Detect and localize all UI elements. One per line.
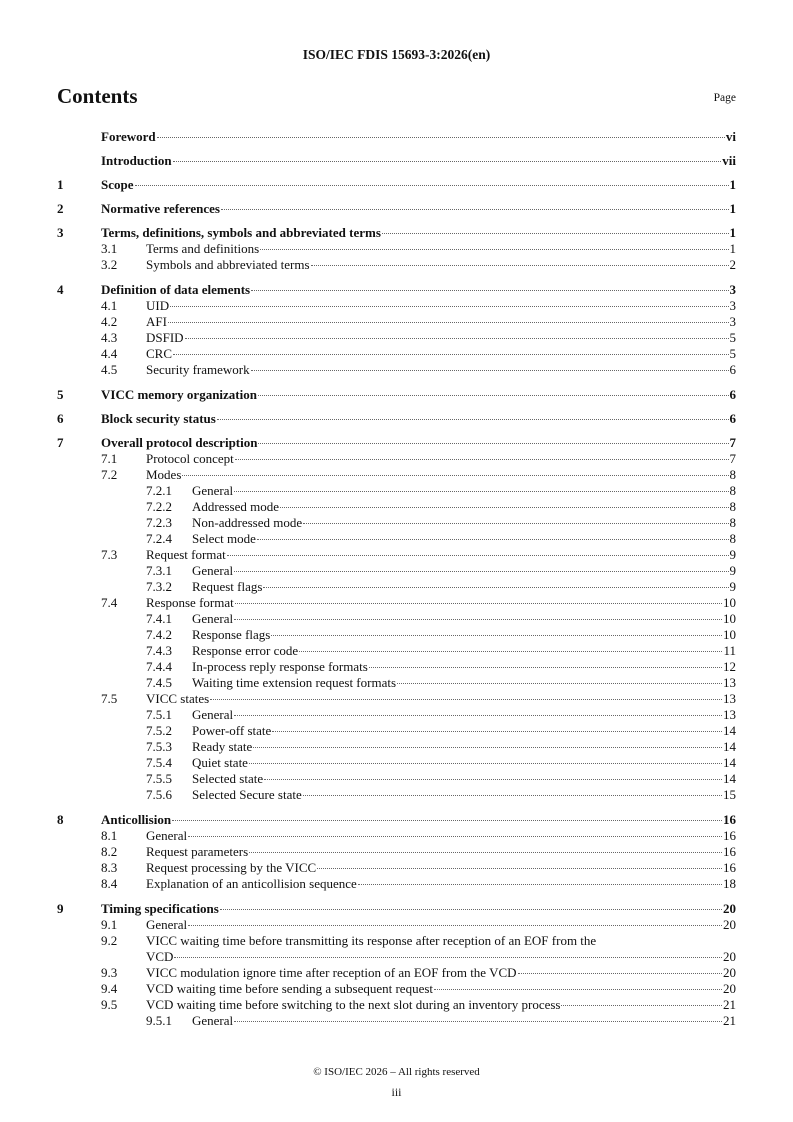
toc-entry-number: 7.4.3 [146,643,172,658]
toc-entry-page: 13 [723,675,736,690]
toc-entry-page: 6 [729,411,736,426]
toc-entry-page: 16 [723,860,736,875]
toc-entry[interactable] [57,965,736,981]
toc-entry[interactable] [57,595,736,611]
document-header: ISO/IEC FDIS 15693-3:2026(en) [302,47,491,62]
toc-entry[interactable] [57,531,736,547]
toc-entry-number: 7.4.2 [146,627,172,642]
toc-entry-title: General [192,563,234,578]
toc-entry-page: 14 [723,755,736,770]
toc-entry[interactable] [57,739,736,755]
toc-entry[interactable] [57,314,736,330]
dot-leader [234,571,728,572]
toc-entry[interactable] [57,844,736,860]
toc-entry[interactable] [57,579,736,595]
toc-entry[interactable] [57,723,736,739]
toc-entry[interactable] [57,981,736,997]
toc-entry-number: 4.4 [101,346,118,361]
toc-entry-page: 1 [729,241,736,256]
toc-entry-page: 14 [723,771,736,786]
dot-leader [185,338,729,339]
dot-leader [234,619,722,620]
toc-entry-page: 7 [729,435,736,450]
toc-entry[interactable] [57,771,736,787]
toc-entry-number: 7.4.1 [146,611,172,626]
dot-leader [251,290,728,291]
toc-entry-page: 10 [723,595,736,610]
table-of-contents [57,129,736,1029]
contents-title: Contents [57,84,138,108]
toc-entry-title: General [192,707,234,722]
toc-entry-number: 7.2.1 [146,483,172,498]
toc-entry-title: Selected Secure state [192,787,302,802]
dot-leader [170,306,728,307]
toc-entry-title: General [192,611,234,626]
toc-entry-title: Normative references [101,201,220,216]
toc-entry-number: 7.4.5 [146,675,172,690]
toc-entry-page: 3 [729,282,736,297]
dot-leader [311,265,729,266]
toc-entry-page: 16 [723,844,736,859]
dot-leader [263,587,728,588]
toc-entry-number: 4.1 [101,298,118,313]
toc-entry-number: 9.5.1 [146,1013,172,1028]
toc-entry-number: 9.5 [101,997,118,1012]
toc-entry-title: Response error code [192,643,299,658]
toc-entry[interactable] [57,812,736,828]
toc-entry-page: 10 [723,627,736,642]
toc-entry-page: 16 [723,812,736,827]
toc-entry[interactable] [57,330,736,346]
dot-leader [382,233,729,234]
dot-leader [369,667,722,668]
dot-leader [168,322,729,323]
toc-entry[interactable] [57,997,736,1013]
toc-entry-number: 7.1 [101,451,118,466]
dot-leader [258,395,729,396]
toc-entry-page: 1 [729,201,736,216]
toc-entry-page: 21 [723,1013,736,1028]
toc-entry[interactable] [57,225,736,241]
toc-entry[interactable] [57,917,736,933]
toc-entry[interactable] [57,876,736,892]
toc-entry[interactable] [57,707,736,723]
dot-leader [173,161,722,162]
toc-entry-number: 7.2.4 [146,531,172,546]
toc-entry[interactable] [57,257,736,273]
dot-leader [358,884,722,885]
toc-entry-title: General [192,1013,234,1028]
toc-entry[interactable] [57,901,736,917]
toc-entry-number: 4 [57,282,64,297]
dot-leader [188,925,722,926]
toc-entry-title: CRC [146,346,173,361]
dot-leader [257,539,729,540]
toc-entry-number: 8.3 [101,860,118,875]
toc-entry[interactable] [57,1013,736,1029]
dot-leader [264,779,722,780]
toc-entry-number: 7.5.2 [146,723,172,738]
toc-entry[interactable] [57,362,736,378]
toc-entry-title: General [146,917,188,932]
toc-entry-title: Quiet state [192,755,248,770]
toc-entry-number: 9 [57,901,64,916]
toc-entry-title: Ready state [192,739,253,754]
toc-entry-title: General [192,483,234,498]
toc-entry-title-continued: VCD [146,949,174,964]
toc-entry[interactable] [57,346,736,362]
toc-entry[interactable] [57,691,736,707]
toc-entry-title: Modes [146,467,182,482]
toc-entry-title: Request flags [192,579,263,594]
dot-leader [303,795,722,796]
toc-entry[interactable] [57,627,736,643]
toc-entry-page: 18 [723,876,736,891]
toc-entry[interactable] [57,451,736,467]
toc-entry-number: 7.3.1 [146,563,172,578]
dot-leader [397,683,722,684]
toc-entry-title: Symbols and abbreviated terms [146,257,310,272]
toc-entry-number: 7.5.3 [146,739,172,754]
toc-entry[interactable] [57,499,736,515]
toc-entry-title: Addressed mode [192,499,280,514]
toc-entry-page: 13 [723,691,736,706]
toc-entry-page: 6 [729,362,736,377]
toc-entry-title: Request processing by the VICC [146,860,317,875]
dot-leader [172,820,722,821]
dot-leader [235,603,722,604]
toc-entry-title: AFI [146,314,167,329]
toc-entry-title: Overall protocol description [101,435,258,450]
page-number: iii [391,1085,402,1099]
toc-entry-title: Foreword [101,129,156,144]
toc-entry-title: DSFID [146,330,184,345]
dot-leader [303,523,728,524]
dot-leader [174,957,722,958]
toc-entry-title: Terms, definitions, symbols and abbreviated terms [101,225,381,240]
dot-leader [234,491,728,492]
toc-entry-number: 7.5 [101,691,118,706]
toc-entry-page: 8 [729,467,736,482]
toc-entry-number: 3.1 [101,241,118,256]
toc-entry-title: VICC waiting time before transmitting its response after reception of an EOF from the [146,933,597,948]
toc-entry-number: 7.5.5 [146,771,172,786]
toc-entry-page: 8 [729,515,736,530]
toc-entry-title: Selected state [192,771,264,786]
toc-entry-title: Request parameters [146,844,249,859]
toc-entry-title: Timing specifications [101,901,219,916]
dot-leader [561,1005,722,1006]
toc-entry[interactable] [57,755,736,771]
dot-leader [280,507,728,508]
toc-entry-number: 7.5.6 [146,787,172,802]
toc-entry-page: 20 [723,949,736,964]
toc-entry[interactable] [57,515,736,531]
toc-entry-title: General [146,828,188,843]
toc-entry-title: Select mode [192,531,256,546]
toc-entry[interactable] [57,659,736,675]
toc-entry-title: Non-addressed mode [192,515,303,530]
toc-entry-number: 9.2 [101,933,118,948]
toc-entry[interactable] [57,860,736,876]
dot-leader [135,185,729,186]
dot-leader [272,731,722,732]
toc-entry[interactable] [57,483,736,499]
toc-entry-number: 8.1 [101,828,118,843]
toc-entry-number: 5 [57,387,64,402]
toc-entry-page: vi [725,129,736,144]
toc-entry-title: Definition of data elements [101,282,251,297]
toc-entry-page: 20 [723,917,736,932]
dot-leader [173,354,728,355]
copyright-footer: © ISO/IEC 2026 – All rights reserved [313,1066,480,1078]
toc-entry-page: 1 [729,177,736,192]
toc-entry-page: 8 [729,531,736,546]
toc-entry-number: 9.1 [101,917,118,932]
toc-entry[interactable] [57,282,736,298]
dot-leader [271,635,722,636]
toc-entry-title: Request format [146,547,226,562]
toc-entry-number: 1 [57,177,64,192]
dot-leader [258,443,728,444]
toc-entry-title: Explanation of an anticollision sequence [146,876,357,891]
toc-entry-page: vii [722,153,736,168]
toc-entry-title: Response format [146,595,234,610]
toc-entry[interactable] [57,563,736,579]
toc-entry-title: VICC states [146,691,210,706]
dot-leader [234,715,722,716]
toc-entry-continuation [146,949,736,965]
dot-leader [235,459,729,460]
dot-leader [434,989,722,990]
toc-entry-page: 8 [729,499,736,514]
dot-leader [234,1021,722,1022]
toc-entry[interactable] [57,611,736,627]
dot-leader [251,370,729,371]
toc-entry-page: 1 [729,225,736,240]
toc-entry[interactable] [57,129,736,145]
toc-entry[interactable] [57,153,736,169]
toc-entry-page: 3 [729,298,736,313]
toc-entry-number: 7.5.4 [146,755,172,770]
toc-entry-page: 9 [729,563,736,578]
toc-entry-number: 7 [57,435,64,450]
toc-entry-number: 4.5 [101,362,118,377]
toc-entry-number: 3.2 [101,257,118,272]
toc-entry-title: Introduction [101,153,172,168]
toc-entry-number: 8.4 [101,876,118,891]
toc-entry[interactable] [57,435,736,451]
dot-leader [182,475,728,476]
toc-entry-title: VICC modulation ignore time after reception of an EOF from the VCD [146,965,517,980]
toc-entry[interactable] [57,177,736,193]
toc-entry-title: Block security status [101,411,216,426]
toc-entry-number: 9.4 [101,981,118,996]
toc-entry-title: Response flags [192,627,271,642]
dot-leader [217,419,729,420]
toc-entry-page: 20 [723,965,736,980]
toc-entry-page: 13 [723,707,736,722]
toc-entry-number: 7.4.4 [146,659,172,674]
toc-entry-page: 16 [723,828,736,843]
toc-entry-page: 8 [729,483,736,498]
toc-entry-page: 12 [723,659,736,674]
toc-entry-title: Anticollision [101,812,172,827]
toc-entry-page: 5 [729,330,736,345]
toc-entry-page: 3 [729,314,736,329]
toc-entry-page: 2 [729,257,736,272]
dot-leader [188,836,722,837]
dot-leader [227,555,729,556]
toc-entry-title: Power-off state [192,723,272,738]
toc-entry-number: 8.2 [101,844,118,859]
toc-entry-page: 6 [729,387,736,402]
dot-leader [249,852,722,853]
dot-leader [260,249,728,250]
toc-entry-number: 7.3.2 [146,579,172,594]
toc-entry-title: VCD waiting time before switching to the next slot during an inventory process [146,997,561,1012]
toc-entry-number: 7.2 [101,467,118,482]
toc-entry-number: 4.3 [101,330,118,345]
dot-leader [253,747,722,748]
toc-entry-title: Protocol concept [146,451,234,466]
toc-entry-page: 11 [723,643,736,658]
toc-entry-title: Terms and definitions [146,241,260,256]
toc-entry-title: Waiting time extension request formats [192,675,397,690]
toc-entry[interactable] [57,467,736,483]
toc-entry-page: 21 [723,997,736,1012]
toc-entry-page: 14 [723,739,736,754]
toc-entry-page: 15 [723,787,736,802]
dot-leader [157,137,725,138]
toc-entry-page: 20 [723,901,736,916]
toc-entry[interactable] [57,387,736,403]
dot-leader [249,763,722,764]
toc-entry-page: 9 [729,547,736,562]
toc-entry-number: 7.5.1 [146,707,172,722]
toc-entry-number: 2 [57,201,64,216]
toc-entry-number: 7.2.2 [146,499,172,514]
dot-leader [210,699,722,700]
dot-leader [299,651,722,652]
toc-entry-page: 14 [723,723,736,738]
toc-entry[interactable] [57,828,736,844]
toc-entry-number: 7.3 [101,547,118,562]
dot-leader [220,909,722,910]
toc-entry-title: In-process reply response formats [192,659,368,674]
toc-entry[interactable] [57,643,736,659]
toc-entry-number: 6 [57,411,64,426]
toc-entry[interactable] [57,933,736,965]
toc-entry[interactable] [57,675,736,691]
toc-entry-number: 3 [57,225,64,240]
toc-entry-page: 9 [729,579,736,594]
toc-entry[interactable] [57,298,736,314]
toc-entry-page: 20 [723,981,736,996]
toc-entry-title: VICC memory organization [101,387,257,402]
dot-leader [221,209,729,210]
toc-entry-title: Scope [101,177,134,192]
toc-entry[interactable] [57,201,736,217]
toc-entry-number: 7.2.3 [146,515,172,530]
toc-entry-title: Security framework [146,362,250,377]
toc-entry-title: UID [146,298,170,313]
toc-entry-number: 8 [57,812,64,827]
toc-entry[interactable] [57,241,736,257]
toc-entry-number: 9.3 [101,965,118,980]
toc-entry-number: 7.4 [101,595,118,610]
toc-entry[interactable] [57,787,736,803]
toc-entry-number: 4.2 [101,314,118,329]
toc-entry-page: 7 [729,451,736,466]
dot-leader [518,973,722,974]
toc-entry[interactable] [57,411,736,427]
toc-entry-page: 5 [729,346,736,361]
toc-entry[interactable] [57,547,736,563]
toc-entry-page: 10 [723,611,736,626]
toc-entry-title: VCD waiting time before sending a subsequent request [146,981,434,996]
page-column-label: Page [713,92,736,104]
dot-leader [317,868,722,869]
toc-entry-title-wrap [146,933,736,965]
